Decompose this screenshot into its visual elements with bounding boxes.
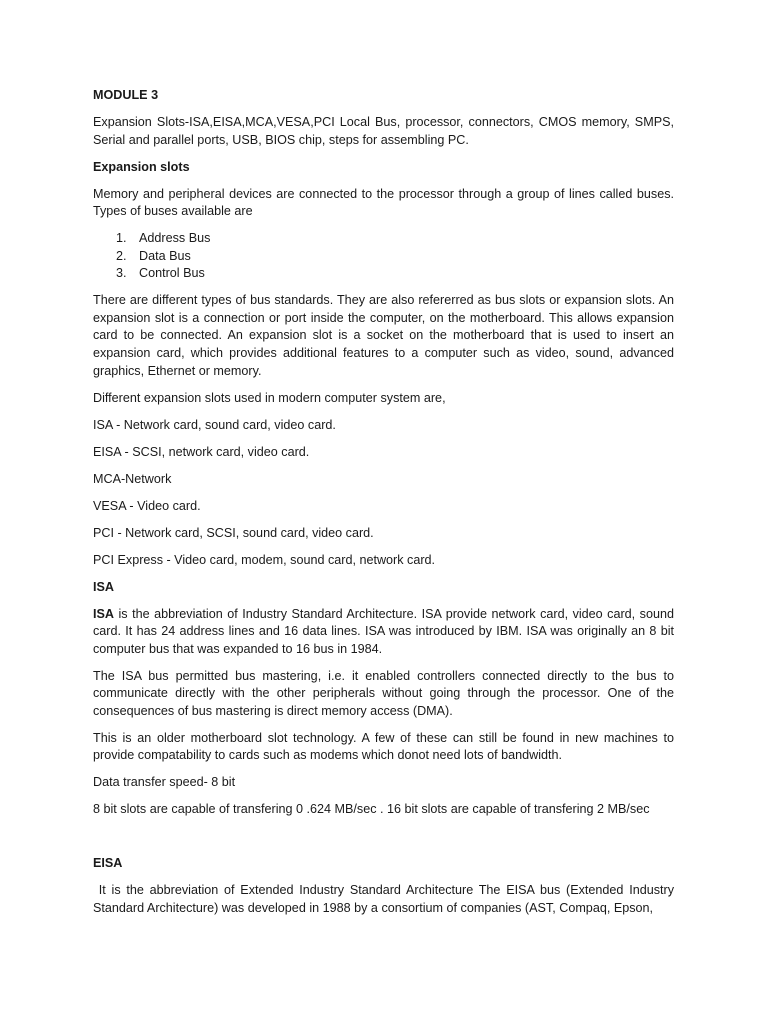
isa-speed-line: Data transfer speed- 8 bit [93, 775, 236, 790]
isa-lead-term: ISA [93, 606, 114, 621]
isa-heading: ISA [93, 579, 114, 594]
list-item [116, 230, 674, 248]
isa-paragraph-2: The ISA bus permitted bus mastering, i.e. it enabled controllers connected directly to the bus to communicate directly with the other peripherals without going through the processor. One of the consequences of bus mastering is direct memory access (DMA). [93, 668, 674, 718]
isa-rates-line: 8 bit slots are capable of transfering 0 .624 MB/sec . 16 bit slots are capable of transfering 2 MB/sec [93, 802, 650, 817]
isa-paragraph-1-text: is the abbreviation of Industry Standard Architecture. ISA provide network card, video card, sound card. It has 24 address lines and 16 data lines. ISA was introduced by IBM. ISA was originally an 8 bit computer bus that was expanded to 16 bus in 1984. [93, 606, 674, 656]
blank-line [93, 828, 674, 855]
list-number: 3. [116, 266, 127, 281]
list-item-label: Address Bus [139, 231, 211, 246]
module-title: MODULE 3 [93, 88, 159, 102]
modern-slots-intro: Different expansion slots used in modern computer system are, [93, 390, 446, 405]
eisa-heading: EISA [93, 856, 123, 871]
module-topics: Expansion Slots-ISA,EISA,MCA,VESA,PCI Local Bus, processor, connectors, CMOS memory, SMPS, Serial and parallel ports, USB, BIOS chip, steps for assembling PC. [93, 114, 674, 147]
expansion-slots-heading: Expansion slots [93, 159, 190, 174]
slot-line-mca: MCA-Network [93, 471, 172, 486]
bus-types-list [93, 230, 674, 283]
list-item [116, 248, 674, 266]
slot-line-pci-express: PCI Express - Video card, modem, sound card, network card. [93, 552, 436, 567]
buses-intro-paragraph: Memory and peripheral devices are connected to the processor through a group of lines called buses. Types of buses available are [93, 186, 674, 219]
list-item-label: Data Bus [139, 248, 191, 263]
bus-standards-paragraph: There are different types of bus standards. They are also refererred as bus slots or expansion slots. An expansion slot is a connection or port inside the computer, on the motherboard. This allows expansion card to be connected. An expansion slot is a socket on the motherboard that is used to insert an expansion card, which provides additional features to a computer such as video, sound, advanced graphics, Ethernet or memory. [93, 293, 674, 378]
slot-line-eisa: EISA - SCSI, network card, video card. [93, 444, 310, 459]
list-number: 1. [116, 231, 127, 246]
isa-paragraph-1 [93, 606, 674, 659]
list-item [116, 265, 674, 283]
list-number: 2. [116, 248, 127, 263]
list-item-label: Control Bus [139, 266, 205, 281]
slot-line-vesa: VESA - Video card. [93, 498, 201, 513]
slot-line-pci: PCI - Network card, SCSI, sound card, video card. [93, 525, 374, 540]
eisa-paragraph-1: It is the abbreviation of Extended Industry Standard Architecture The EISA bus (Extended Industry Standard Architecture) was developed in 1988 by a consortium of companies (AST, Compaq, Epson, [93, 883, 678, 915]
isa-paragraph-3: This is an older motherboard slot technology. A few of these can still be found in new machines to provide compatability to cards such as modems which donot need lots of bandwidth. [93, 730, 674, 763]
slot-line-isa: ISA - Network card, sound card, video card. [93, 417, 336, 432]
